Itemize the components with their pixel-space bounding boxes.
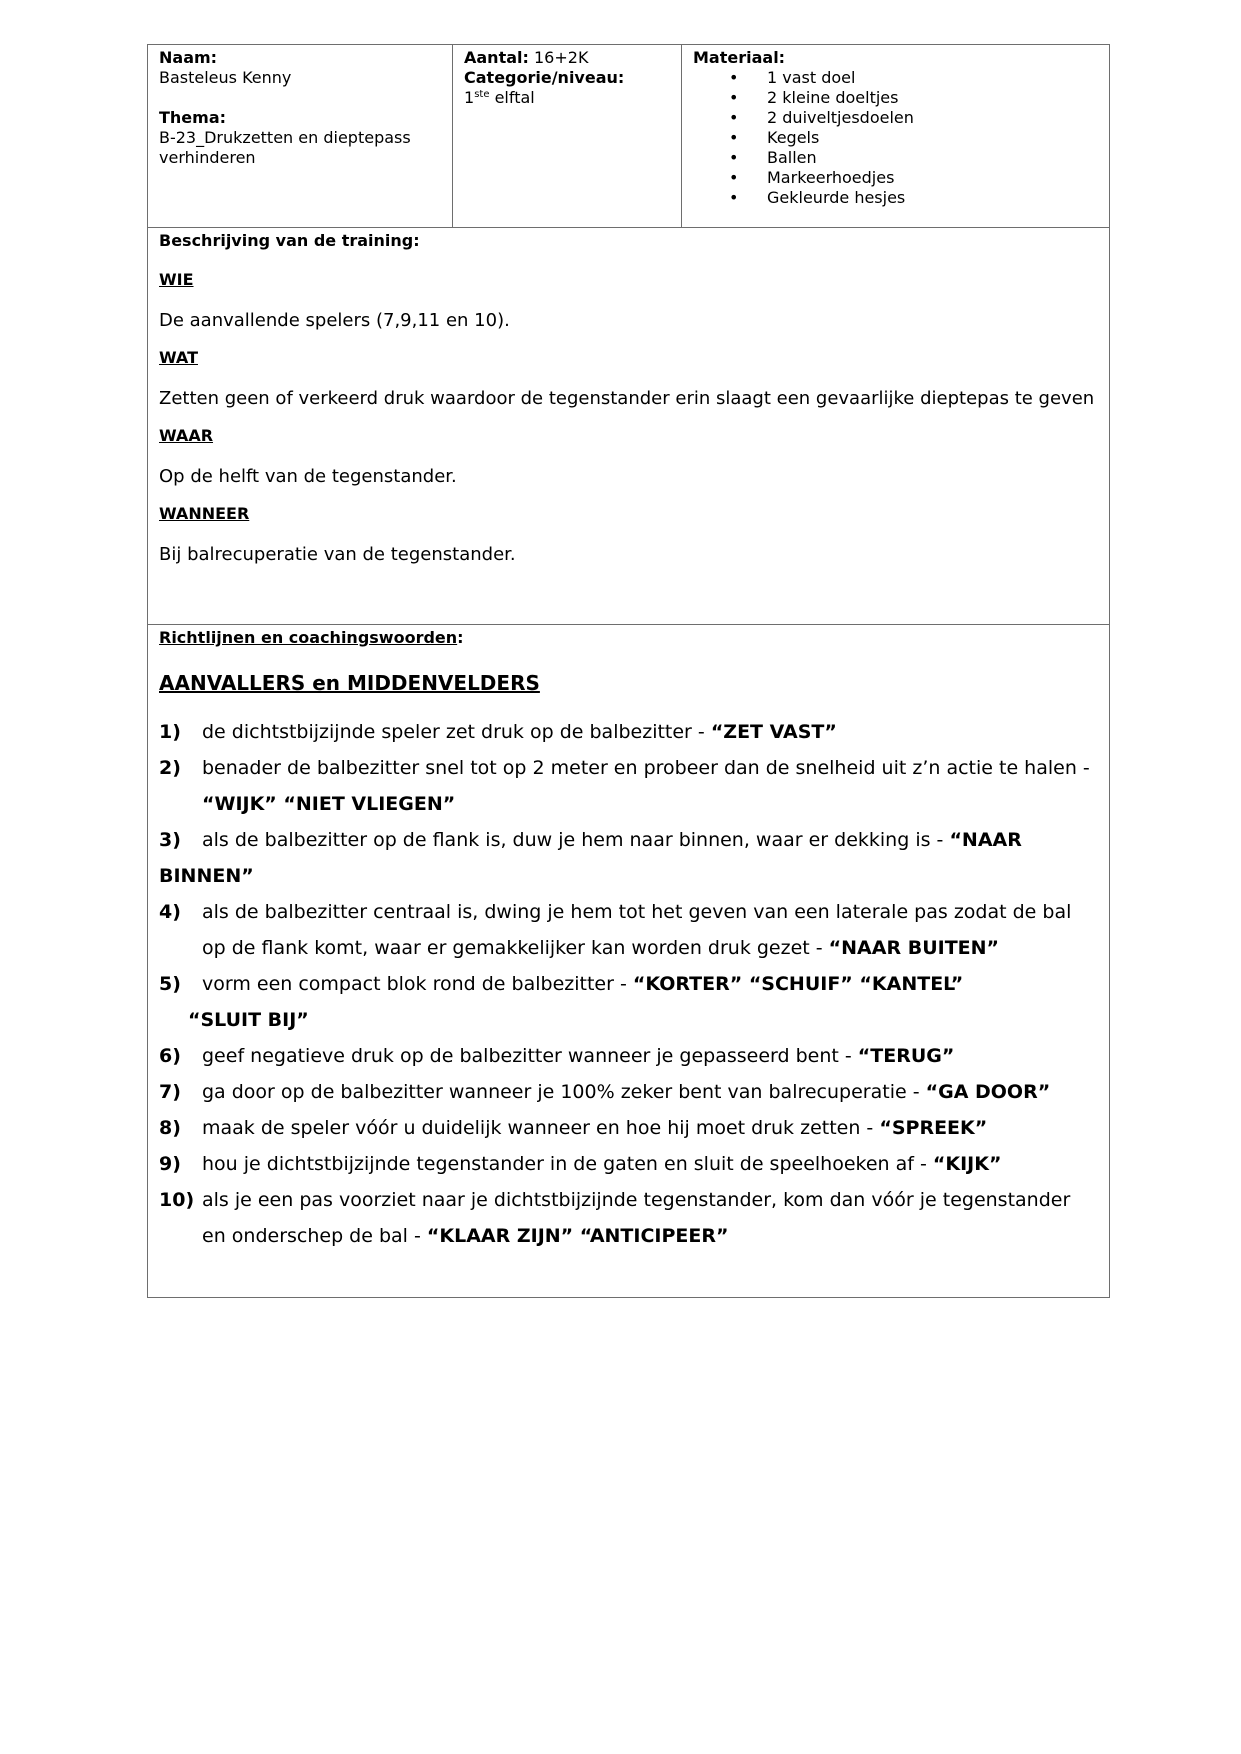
list-item: 9) hou je dichtstbijzijnde tegenstander in de gaten en sluit de speelhoeken af - “KIJK” bbox=[159, 1153, 1002, 1175]
materiaal-label: Materiaal: bbox=[693, 48, 786, 67]
list-item: 1) de dichtstbijzijnde speler zet druk op de balbezitter - “ZET VAST” bbox=[159, 721, 837, 743]
list-item: 6) geef negatieve druk op de balbezitter wanneer je gepasseerd bent - “TERUG” bbox=[159, 1045, 955, 1067]
beschrijving-title: Beschrijving van de training: bbox=[159, 231, 420, 250]
wanneer-label: WANNEER bbox=[159, 504, 250, 523]
naam-label: Naam: bbox=[159, 48, 218, 67]
list-item: 2) benader de balbezitter snel tot op 2 meter en probeer dan de snelheid uit z’n actie te halen - “WIJK” “NIET VLIEGEN” bbox=[159, 757, 1090, 815]
list-item: • Kegels bbox=[693, 128, 1098, 148]
aantal-value: 16+2K bbox=[534, 48, 589, 67]
header-row bbox=[148, 45, 1109, 228]
list-item: 7) ga door op de balbezitter wanneer je 100% zeker bent van balrecuperatie - “GA DOOR” bbox=[159, 1081, 1051, 1103]
naam-value: Basteleus Kenny bbox=[159, 68, 292, 87]
list-item: 3) als de balbezitter op de flank is, duw je hem naar binnen, waar er dekking is - “NAAR BINNEN” bbox=[159, 829, 1022, 887]
list-item: • Gekleurde hesjes bbox=[693, 188, 1098, 208]
wanneer-text: Bij balrecuperatie van de tegenstander. bbox=[159, 544, 516, 565]
richtlijnen-title: Richtlijnen en coachingswoorden: bbox=[159, 628, 464, 647]
thema-value: B-23_Drukzetten en dieptepass verhinderen bbox=[159, 128, 411, 167]
wie-label: WIE bbox=[159, 270, 194, 289]
categorie-value: 1ste elftal bbox=[464, 88, 535, 107]
wat-text: Zetten geen of verkeerd druk waardoor de tegenstander erin slaagt een gevaarlijke dieptepas te geven bbox=[159, 388, 1095, 409]
beschrijving-section bbox=[148, 228, 1109, 625]
list-item: • Markeerhoedjes bbox=[693, 168, 1098, 188]
richtlijnen-section bbox=[148, 625, 1109, 1297]
wie-text: De aanvallende spelers (7,9,11 en 10). bbox=[159, 310, 510, 331]
aantal-label: Aantal: bbox=[464, 48, 529, 67]
training-sheet bbox=[147, 44, 1110, 1298]
categorie-label: Categorie/niveau: bbox=[464, 68, 625, 87]
waar-label: WAAR bbox=[159, 426, 214, 445]
list-item: • 1 vast doel bbox=[693, 68, 1098, 88]
list-item: 4) als de balbezitter centraal is, dwing je hem tot het geven van een laterale pas zodat de bal op de flank komt, waar er gemakkelijker kan worden druk gezet - “NAAR BUITEN” bbox=[159, 901, 1072, 959]
waar-text: Op de helft van de tegenstander. bbox=[159, 466, 457, 487]
aantal-cell bbox=[453, 45, 682, 227]
thema-label: Thema: bbox=[159, 108, 227, 127]
section-heading: AANVALLERS en MIDDENVELDERS bbox=[159, 671, 540, 695]
list-item: • 2 duiveltjesdoelen bbox=[693, 108, 1098, 128]
list-item: 8) maak de speler vóór u duidelijk wanneer en hoe hij moet druk zetten - “SPREEK” bbox=[159, 1117, 988, 1139]
naam-cell bbox=[148, 45, 453, 227]
list-item: • 2 kleine doeltjes bbox=[693, 88, 1098, 108]
wat-label: WAT bbox=[159, 348, 198, 367]
list-item: 5) vorm een compact blok rond de balbezitter - “KORTER” “SCHUIF” “KANTEL” “SLUIT BIJ” bbox=[159, 973, 964, 1031]
list-item: • Ballen bbox=[693, 148, 1098, 168]
materiaal-list bbox=[693, 68, 1098, 208]
materiaal-cell bbox=[682, 45, 1109, 227]
list-item: 10) als je een pas voorziet naar je dichtstbijzijnde tegenstander, kom dan vóór je tegenstander en onderschep de bal - “KLAAR ZIJN” “ANTICIPEER” bbox=[159, 1189, 1071, 1247]
